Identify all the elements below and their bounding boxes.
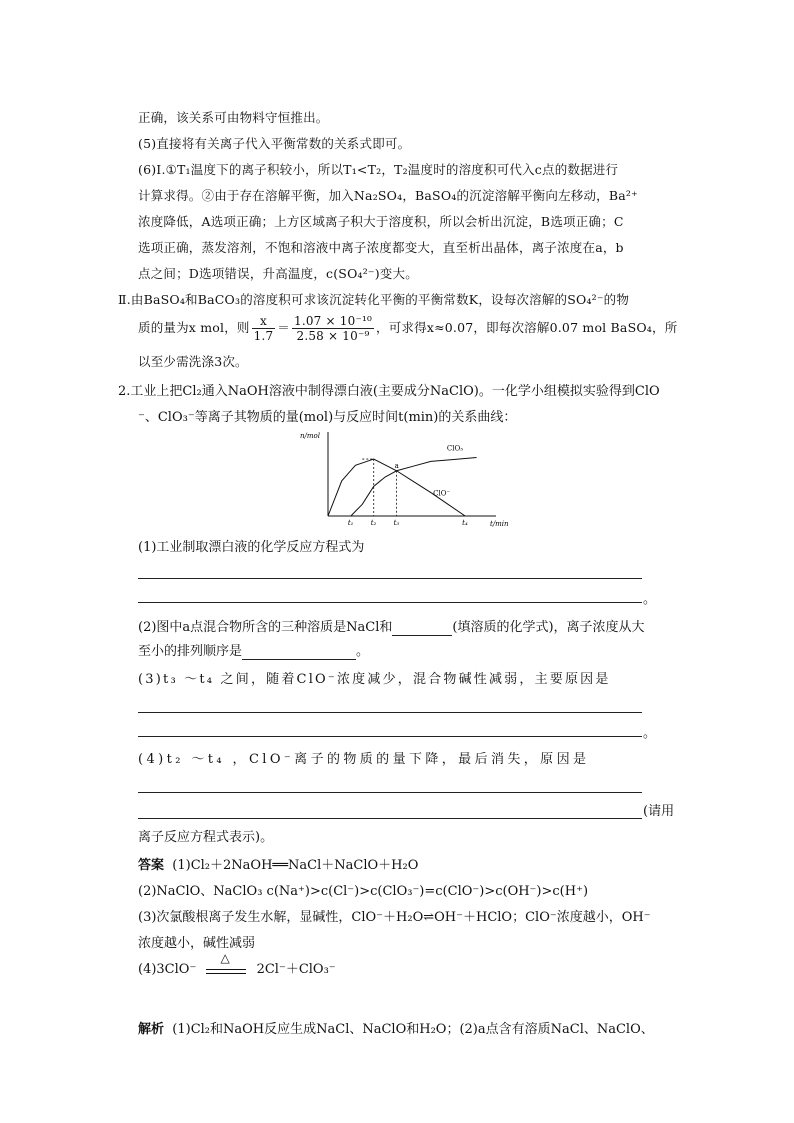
heat-arrow xyxy=(204,951,248,978)
x-tick-label: t₄ xyxy=(462,519,468,527)
prev-line-9-pre: 质的量为x mol，则 xyxy=(138,320,250,335)
x-axis-label: t/min xyxy=(490,520,509,528)
fraction-denominator: 2.58 × 10⁻⁹ xyxy=(296,329,370,343)
prev-line-7: 点之间；D选项错误，升高温度，c(SO₄²⁻)变大。 xyxy=(138,266,418,281)
question-2-part-1: (1)工业制取漂白液的化学反应方程式为 xyxy=(138,540,365,555)
answer-line-4 xyxy=(138,951,336,978)
series-line-clo3 xyxy=(351,458,477,517)
y-axis-label: n/mol xyxy=(300,432,320,440)
answer-line-1 xyxy=(138,858,418,874)
answer-label: 答案 xyxy=(138,858,165,873)
heat-symbol: △ xyxy=(220,951,230,965)
answer-blank-solute[interactable] xyxy=(392,621,452,636)
answer-line-3: (3)次氯酸根离子发生水解，显碱性，ClO⁻＋H₂O⇌OH⁻＋HClO；ClO⁻浓度越小，OH⁻ xyxy=(138,910,651,925)
prev-line-1: 正确，该关系可由物料守恒推出。 xyxy=(138,110,329,125)
answer-line-3b: 浓度越小，碱性减弱 xyxy=(138,936,256,951)
x-tick-label: t₂ xyxy=(370,519,377,527)
prev-line-9-post: ，可求得x≈0.07，即每次溶解0.07 mol BaSO₄，所 xyxy=(376,320,678,335)
prev-line-3: (6)Ⅰ.①T₁温度下的离子积较小，所以T₁<T₂，T₂温度时的溶度积可代入c点的数据进行 xyxy=(138,162,619,177)
answer-line-1b[interactable] xyxy=(138,602,642,603)
prev-line-10: 以至少需洗涤3次。 xyxy=(138,354,248,369)
part-4-tail: 离子反应方程式表示)。 xyxy=(138,830,274,845)
prev-line-2: (5)直接将有关离子代入平衡常数的关系式即可。 xyxy=(138,136,411,151)
part-3-end-mark: 。 xyxy=(643,726,657,741)
question-2-intro-2: ⁻、ClO₃⁻等离子其物质的量(mol)与反应时间t(min)的关系曲线： xyxy=(138,410,517,425)
part-4-end-hint: (请用 xyxy=(643,804,675,819)
ion-amount-chart xyxy=(296,426,509,532)
point-a-label: a xyxy=(394,461,399,470)
answer-line-4b[interactable] xyxy=(138,818,642,819)
question-2-part-4: (4)t₂ ～t₄ ，ClO⁻离子的物质的量下降，最后消失，原因是 xyxy=(138,752,590,767)
prev-line-6: 选项正确，蒸发溶剂，不饱和溶液中离子浓度都变大，直至析出晶体，离子浓度在a，b xyxy=(138,240,624,255)
fraction-ksp-ratio xyxy=(292,314,374,343)
analysis-line xyxy=(138,1022,654,1038)
answer-line-1a[interactable] xyxy=(138,578,642,579)
answer-part-4-post: 2Cl⁻＋ClO₃⁻ xyxy=(256,962,336,977)
analysis-label: 解析 xyxy=(138,1022,165,1037)
fraction-numerator: 1.07 × 10⁻¹⁰ xyxy=(294,314,373,328)
x-tick-label: t₃ xyxy=(393,519,400,527)
answer-line-3b[interactable] xyxy=(138,736,642,737)
question-2-part-3: (3)t₃ ～t₄ 之间，随着ClO⁻浓度减少，混合物碱性减弱，主要原因是 xyxy=(138,672,611,687)
analysis-text: (1)Cl₂和NaOH反应生成NaCl、NaClO和H₂O；(2)a点含有溶质NaCl、NaClO、 xyxy=(172,1022,654,1037)
fraction-numerator: x xyxy=(252,314,276,329)
answer-line-4a[interactable] xyxy=(138,792,642,793)
part-2b-end: 。 xyxy=(356,644,370,659)
part-2a-text: (2)图中a点混合物所含的三种溶质是NaCl和 xyxy=(138,620,393,635)
answer-part-4-pre: (4)3ClO⁻ xyxy=(138,962,197,977)
answer-line-3a[interactable] xyxy=(138,712,642,713)
equals-sign: ＝ xyxy=(277,320,290,335)
question-2-intro-1: 2.工业上把Cl₂通入NaOH溶液中制得漂白液(主要成分NaClO)。一化学小组模拟实验得到ClO xyxy=(118,384,660,399)
answer-line-2: (2)NaClO、NaClO₃ c(Na⁺)>c(Cl⁻)>c(ClO₃⁻)=c(ClO⁻)>c(OH⁻)>c(H⁺) xyxy=(138,884,589,899)
fraction-x-over-1-7 xyxy=(252,314,276,343)
series-label-clo-minus: ClO⁻ xyxy=(433,489,451,498)
answer-part-1: (1)Cl₂＋2NaOH══NaCl＋NaClO＋H₂O xyxy=(172,858,419,873)
prev-line-5: 浓度降低，A选项正确；上方区域离子积大于溶度积，所以会析出沉淀，B选项正确；C xyxy=(138,214,624,229)
prev-line-4: 计算求得。②由于存在溶解平衡，加入Na₂SO₄，BaSO₄的沉淀溶解平衡向左移动，Ba²⁺ xyxy=(138,188,638,203)
prev-line-9 xyxy=(138,312,677,344)
prev-line-8: Ⅱ.由BaSO₄和BaCO₃的溶度积可求该沉淀转化平衡的平衡常数K，设每次溶解的SO₄²⁻的物 xyxy=(118,292,630,307)
answer-blank-ion-order[interactable] xyxy=(242,645,356,660)
x-tick-label: t₁ xyxy=(347,519,354,527)
series-label-clo3: ClO₃ xyxy=(446,444,463,453)
part-2a-text-post: (填溶质的化学式)，离子浓度从大 xyxy=(452,620,645,635)
part-2b-text: 至小的排列顺序是 xyxy=(138,644,243,659)
part-1-end-mark: 。 xyxy=(643,592,657,607)
fraction-denominator: 1.7 xyxy=(253,329,274,343)
question-2-part-2b xyxy=(138,644,369,660)
question-2-part-2a xyxy=(138,620,645,636)
